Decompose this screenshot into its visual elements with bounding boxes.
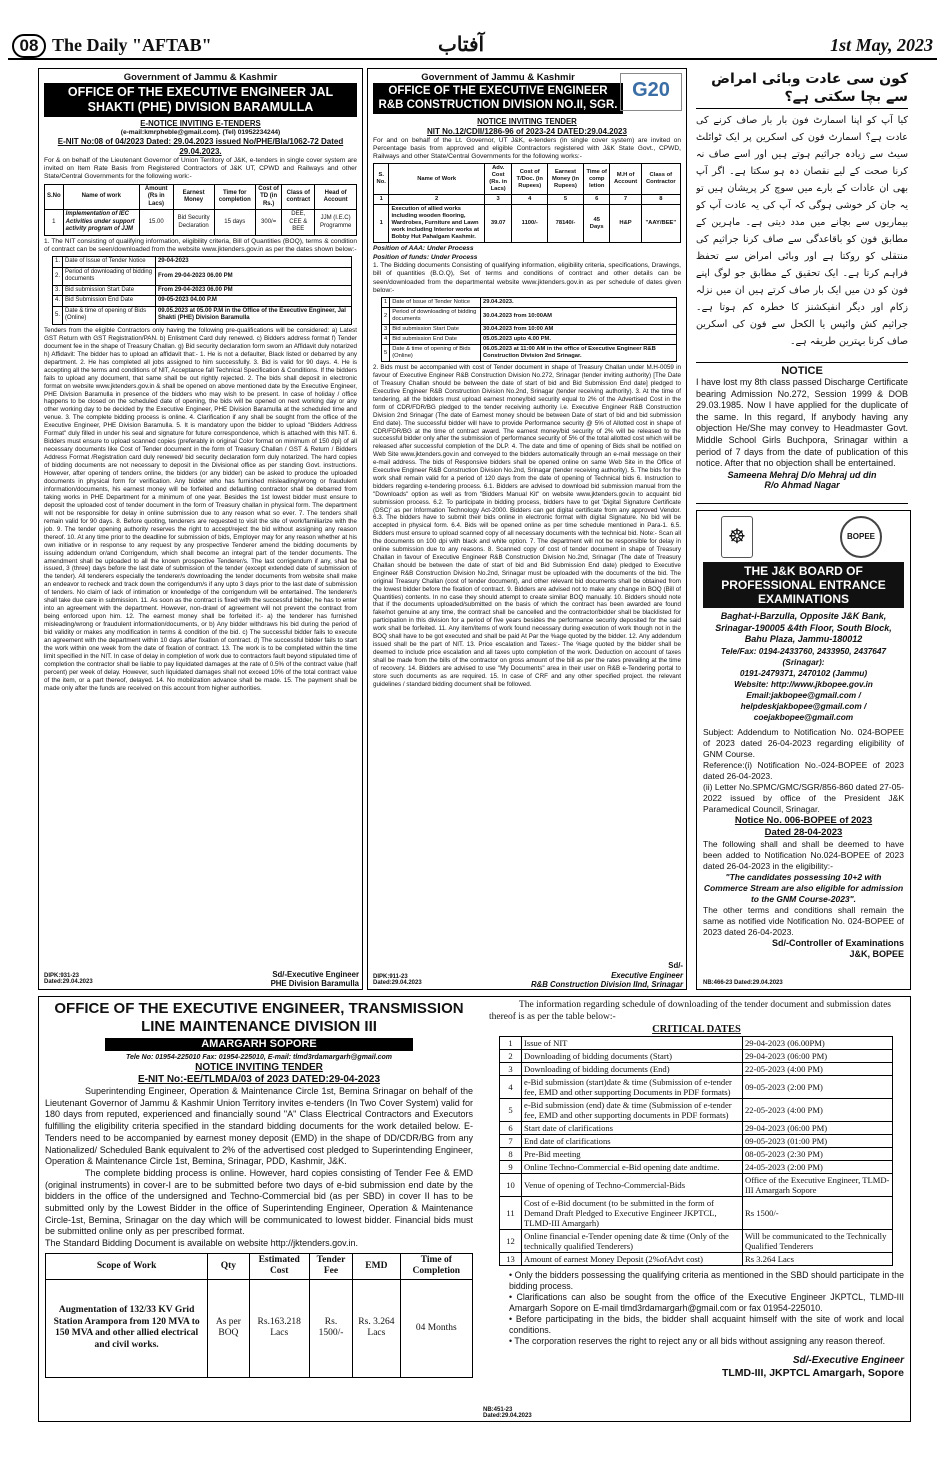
g20-logo: G20 xyxy=(620,73,682,111)
tlmd-date-cell: 24-05-2023 (2:00 PM) xyxy=(743,1161,893,1174)
tlmd-date-cell: Online financial e-Tender opening date & time (Only of the technically qualified Tenderers) xyxy=(522,1230,743,1253)
rb-date-row xyxy=(382,345,677,362)
tlmd-tender-notice xyxy=(38,996,911,1422)
rb-tender-notice xyxy=(367,68,687,990)
tlmd-para1: Superintending Engineer, Operation & Maintenance Circle 1st, Bemina Srinagar on behalf of the Lieutenant Governor of Jammu & Kashmir Union Territory invites e-tenders (In Two Cover System) valid for 180 days from reputed, experienced and financially sound "A" Class Electrical Contractors and Executors fulfilling the eligibility criteria specified in the standard bidding documents for the work detailed below. E-Tenders need to be accompanied by earnest money deposit (EMD) in the shape of DD/CDR/BG from any Nationalized/ Scheduled Bank equivalent to 2% of the advertised cost pledged to Superintending Engineer, Operation & Maintenance Circle 1st, Bemina, Srinagar, PDD, Kashmir, J&K. xyxy=(45,1086,473,1167)
tlmd-date-cell: 29-04-2023 (06:00 PM) xyxy=(743,1122,893,1135)
rb-date-cell: 4 xyxy=(382,335,390,345)
tlmd-date-row xyxy=(500,1148,893,1161)
phe-table-header: Earnest Money xyxy=(173,184,214,210)
lost-body: I have lost my 8th class passed Discharge Certificate bearing Admission No.272, Session 1999 & DOB 29.03.1985. Now I have applied for the duplicate of the same. In this regard, If anybody having any objection He/She may convey to Headmaster Govt. Middle School Girls Buchpora, Srinagar within a period of 7 days from the date of publication of this notice. After that no objection shall be entertained. xyxy=(696,377,908,469)
tlmd-sig2: TLMD-III, JKPTCL Amargarh, Sopore xyxy=(721,1367,904,1379)
bopee-notice xyxy=(696,510,911,990)
bopee-body: The following shall and shall be deemed to have been added to Notification No.024-BOPEE of 2023 dated 26-04-2023 in the eligibility:- xyxy=(703,838,904,871)
rb-date-cell: 30.04.2023 from 10:00 AM xyxy=(481,325,677,335)
phe-date-cell: 4. xyxy=(53,296,63,307)
bopee-website: Website: http://www.jkbopee.gov.in xyxy=(734,678,873,689)
rb-table-header: M.H of Account xyxy=(610,164,641,195)
phe-date-row xyxy=(53,306,352,324)
tlmd-dates-table xyxy=(499,1036,893,1266)
rb-sig1: Sd/- xyxy=(668,961,683,971)
tlmd-sig1: Sd/-Executive Engineer xyxy=(792,1355,904,1366)
tlmd-bullet-item: • Only the bidders possessing the qualifying criteria as mentioned in the SBD should participate in the bidding process. xyxy=(509,1270,904,1291)
phe-title: OFFICE OF THE EXECUTIVE ENGINEER JAL SHAKTI (PHE) DIVISION BARAMULLA xyxy=(44,83,357,117)
rb-date-cell: Bid submission Start Date xyxy=(390,325,481,335)
tlmd-date-cell: Venue of opening of Techno-Commercial-Bids xyxy=(522,1174,743,1197)
lost-title: NOTICE xyxy=(781,365,823,377)
tlmd-date-cell: Downloading of bidding documents (Start) xyxy=(522,1050,743,1063)
rb-table-num: 8 xyxy=(641,195,680,205)
tlmd-title: OFFICE OF THE EXECUTIVE ENGINEER, TRANSMISSION LINE MAINTENANCE DIVISION III xyxy=(54,1000,464,1035)
rb-table-header: Cost of T/Doc. (in Rupees) xyxy=(512,164,548,195)
rb-date-cell: 29.04.2023. xyxy=(481,298,677,308)
tlmd-dated: Dated:29.04.2023 xyxy=(483,1413,532,1419)
tlmd-date-cell: 11 xyxy=(500,1197,522,1230)
tlmd-date-cell: Online Techno-Commercial e-Bid opening date andtime. xyxy=(522,1161,743,1174)
rb-date-cell: 30.04.2023 from 10:00AM xyxy=(481,308,677,325)
phe-dipk: DIPK:931-23 xyxy=(44,973,80,979)
tlmd-date-row xyxy=(500,1197,893,1230)
rb-funds: Position of funds: Under Process xyxy=(373,253,478,261)
tlmd-date-cell: 08-05-2023 (2:30 PM) xyxy=(743,1148,893,1161)
phe-table-header: Head of Account xyxy=(315,184,357,210)
tlmd-date-cell: 1 xyxy=(500,1037,522,1050)
rb-dates-table xyxy=(381,297,677,362)
tlmd-table-header: Tender Fee xyxy=(309,1253,352,1279)
rb-dated: Dated:29.04.2023 xyxy=(373,980,422,986)
phe-table-header: Amount (Rs in Lacs) xyxy=(139,184,173,210)
rb-table-num: 2 xyxy=(389,195,484,205)
rb-table-num: 5 xyxy=(548,195,584,205)
tlmd-date-cell: 12 xyxy=(500,1230,522,1253)
tlmd-table-cell: Rs. 1500/- xyxy=(309,1279,352,1377)
phe-table-header: S.No xyxy=(45,184,64,210)
urdu-article xyxy=(696,70,908,360)
newspaper-logo: آفتاب xyxy=(438,32,485,56)
bopee-sig2: J&K, BOPEE xyxy=(849,948,904,959)
phe-table-cell: 1 xyxy=(45,210,64,236)
phe-date-row xyxy=(53,285,352,296)
rb-sig2: Executive Engineer xyxy=(611,970,683,980)
bopee-ref2: (ii) Letter No.SPMC/GMC/SGR/856-860 dated 27-05-2022 issued by office of the President J&K Paramedical Council, Srinagar. xyxy=(703,781,904,814)
rb-sig3: R&B Construction Division IInd, Srinagar xyxy=(530,980,683,990)
rb-table-cell: Execution of allied works including wooden flooring, Wardrobes, Furniture and Lawn work including Interior works at Bobby Hut Pahalgam Kashmir. xyxy=(389,205,484,243)
tlmd-table-cell: 04 Months xyxy=(400,1279,472,1377)
tlmd-date-cell: 09-05-2023 (2:00 PM) xyxy=(743,1076,893,1099)
bopee-email1: Email:jakbopee@gmail.com / xyxy=(746,689,861,700)
phe-sub: E-NOTICE INVITING E-TENDERS xyxy=(140,119,261,128)
tlmd-work-table xyxy=(45,1253,473,1378)
bopee-tel2: 0191-2479371, 2470102 (Jammu) xyxy=(739,667,868,678)
rb-table-cell: 39.07 xyxy=(484,205,512,243)
rb-table-header: Class of Contractor xyxy=(641,164,680,195)
rb-date-cell: 05.05.2023 upto 4.00 PM. xyxy=(481,335,677,345)
rb-date-row xyxy=(382,335,677,345)
phe-table-cell: Bid Security Declaration xyxy=(173,210,214,236)
newspaper-name: The Daily "AFTAB" xyxy=(52,35,212,55)
phe-table-cell: 15 days xyxy=(214,210,255,236)
issue-date: 1st May, 2023 xyxy=(830,35,933,55)
rb-table-cell: H&P xyxy=(610,205,641,243)
tlmd-date-cell: 5 xyxy=(500,1099,522,1122)
bopee-notice-date: Dated 28-04-2023 xyxy=(764,826,843,838)
tlmd-table-cell: As per BOQ xyxy=(208,1279,249,1377)
tlmd-date-cell: 8 xyxy=(500,1148,522,1161)
rb-title: OFFICE OF THE EXECUTIVE ENGINEER R&B CONSTRUCTION DIVISION NO.II, SGR. xyxy=(373,83,623,114)
tlmd-date-cell: Amount of earnest Money Deposit (2%ofAdvt cost) xyxy=(522,1253,743,1266)
page-header xyxy=(8,32,937,60)
phe-date-cell: From 29-04-2023 06.00 PM xyxy=(155,285,352,296)
tlmd-table-cell: Rs.163.218 Lacs xyxy=(249,1279,309,1377)
rb-table-cell: 1 xyxy=(374,205,389,243)
tlmd-date-row xyxy=(500,1063,893,1076)
bopee-email3: coejakbopee@gmail.com xyxy=(753,711,854,722)
tlmd-date-row xyxy=(500,1050,893,1063)
rb-para1: 1. The Bidding documents Consisting of qualifying information, eligibility criteria, specifications, Drawings, bill of quantities (B.O.Q), Set of terms and conditions of contract and other details can be seen/downloaded from the departmental website www.jktenders.gov.in as per schedule of dates given below:- xyxy=(373,262,681,294)
phe-table-header: Cost of TD (in Rs.) xyxy=(255,184,281,210)
tlmd-date-cell: 22-05-2023 (4:00 PM) xyxy=(743,1063,893,1076)
tlmd-date-cell: 13 xyxy=(500,1253,522,1266)
tlmd-date-cell: Issue of NIT xyxy=(522,1037,743,1050)
tlmd-date-cell: End date of clarifications xyxy=(522,1135,743,1148)
rb-table-cell: "AAY/BEE" xyxy=(641,205,680,243)
rb-intro: For and on behalf of the Lt. Governor, UT J&K, e-tenders (in single cover system) are invited on Percentage basis from approved and eligible Contractors registered with J&K State Govt., CPWD, Railways and other State/Central Governments for the following works:- xyxy=(373,136,681,161)
bopee-quote: "The candidates possessing 10+2 with Commerce Stream are also eligible for admission to the GNM Course-2023". xyxy=(703,871,904,904)
rb-gov: Government of Jammu & Kashmir xyxy=(421,72,575,83)
tlmd-date-row xyxy=(500,1174,893,1197)
rb-date-cell: Date of Issue of Tender Notice xyxy=(390,298,481,308)
tlmd-date-cell: 22-05-2023 (4:00 PM) xyxy=(743,1099,893,1122)
phe-dated: Dated:29.04.2023 xyxy=(44,979,93,985)
phe-intro: For & on behalf of the Lieutenant Governor of Union Territory of J&K, e-tenders in single cover system are invited on Item Rate Basis from Registered Contractors of J&K UT, CPWD and Railways and other State/Central Governments for the following work:- xyxy=(44,156,357,181)
phe-tender-notice xyxy=(38,68,363,990)
rb-table-cell: 45 Days xyxy=(583,205,610,243)
tlmd-date-cell: 29-04-2023 (06:00 PM) xyxy=(743,1050,893,1063)
rb-date-cell: 2 xyxy=(382,308,390,325)
rb-table-cell: 1100/- xyxy=(512,205,548,243)
rb-table-header: Adv. Cost (Rs. in Lacs) xyxy=(484,164,512,195)
phe-date-cell: Bid Submission End Date xyxy=(63,296,156,307)
tlmd-nb: NB:451-23 xyxy=(483,1407,513,1413)
tlmd-date-cell: Cost of e-Bid document (to be submitted in the form of Demand Draft Pledged to Executive Engineer JKPTCL, TLMD-III Amargarh) xyxy=(522,1197,743,1230)
phe-date-cell: 1. xyxy=(53,257,63,268)
tlmd-table-cell: Rs. 3.264 Lacs xyxy=(353,1279,400,1377)
phe-dates-table xyxy=(52,256,352,325)
tlmd-place: AMARGARH SOPORE xyxy=(105,1038,413,1051)
phe-date-row xyxy=(53,257,352,268)
phe-date-cell: Date of Issue of Tender Notice xyxy=(63,257,156,268)
bopee-tel: Tele/Fax: 0194-2433760, 2433950, 2437647 (Srinagar): xyxy=(720,645,887,667)
phe-date-cell: From 29-04-2023 06.00 PM xyxy=(155,267,352,285)
tlmd-bullet-item: • The corporation reserves the right to reject any or all bids without assigning any reason thereof. xyxy=(509,1336,886,1346)
tlmd-date-row xyxy=(500,1122,893,1135)
rb-date-cell: 1 xyxy=(382,298,390,308)
tlmd-date-cell: e-Bid submission (start)date & time (Submission of e-tender fee, EMD and other supporting Documents in PDF formats) xyxy=(522,1076,743,1099)
phe-date-cell: 09-05-2023 04.00 P.M xyxy=(155,296,352,307)
rb-date-row xyxy=(382,298,677,308)
phe-table-header: Class of contract xyxy=(282,184,315,210)
phe-date-cell: 2. xyxy=(53,267,63,285)
tlmd-sub: NOTICE INVITING TENDER xyxy=(195,1062,323,1073)
rb-table-num: 1 xyxy=(374,195,389,205)
tlmd-date-cell: 29-04-2023 (06.00PM) xyxy=(743,1037,893,1050)
phe-date-cell: 3. xyxy=(53,285,63,296)
phe-email: (e-mail:kmrpheble@gmail.com). (Tel) 01952234244) xyxy=(120,128,281,136)
tlmd-table-cell: Augmentation of 132/33 KV Grid Station Arampora from 120 MVA to 150 MVA and other allied electrical and civil works. xyxy=(46,1279,208,1377)
lost-certificate-notice xyxy=(696,362,908,504)
phe-date-cell: 09.05.2023 at 05.00 P.M in the Office of the Executive Engineer, Jal Shakti (PHE) Division Baramulla xyxy=(155,306,352,324)
bopee-logo-icon: BOPEE xyxy=(840,516,882,558)
bopee-sig1: Sd/-Controller of Examinations xyxy=(771,937,904,948)
rb-date-row xyxy=(382,325,677,335)
rb-date-cell: Bid submission End Date xyxy=(390,335,481,345)
phe-gov: Government of Jammu & Kashmir xyxy=(123,72,278,83)
tlmd-date-row xyxy=(500,1037,893,1050)
phe-date-cell: 29-04-2023 xyxy=(155,257,352,268)
rb-table-cell: 78140/- xyxy=(548,205,584,243)
rb-table-num: 6 xyxy=(583,195,610,205)
phe-date-cell: Bid submission Start Date xyxy=(63,285,156,296)
tlmd-date-cell: 3 xyxy=(500,1063,522,1076)
page-number: 08 xyxy=(12,34,46,58)
tlmd-date-row xyxy=(500,1135,893,1148)
bopee-body2: The other terms and conditions shall remain the same as notified vide Notification No. 024-BOPEE of 2023 dated 26-04-2023. xyxy=(703,904,904,937)
phe-date-cell: Period of downloading of bidding documents xyxy=(63,267,156,285)
tlmd-date-row xyxy=(500,1076,893,1099)
tlmd-date-cell: Downloading of bidding documents (End) xyxy=(522,1063,743,1076)
rb-table-num: 7 xyxy=(610,195,641,205)
tlmd-table-header: Qty xyxy=(208,1253,249,1279)
phe-table-cell: 15.00 xyxy=(139,210,173,236)
tlmd-intro2: The information regarding schedule of downloading of the tender document and submission dates thereof is as per the table below:- xyxy=(489,1000,891,1022)
tlmd-bullets xyxy=(509,1270,904,1347)
tlmd-tele: Tele No: 01954-225010 Fax: 01954-225010, E-mail: tlmd3rdamargarh@gmail.com xyxy=(125,1054,393,1061)
phe-work-table xyxy=(44,184,357,236)
tlmd-table-header: Scope of Work xyxy=(46,1253,208,1279)
rb-date-cell: Date & time of opening of Bids (Online) xyxy=(390,345,481,362)
tlmd-para2: The complete bidding process is online. However, hard copies consisting of Tender Fee & EMD (original instruments) in cover-I are to be submitted before two days of e-bid submission end date by the bidders in the office of the undersigned and Techno-Commercial bid (as per SBD) in cover II has to be submitted only by the Lowest Bidder in the office of Superintending Engineer, Operation & Maintenance Circle-1st, Bemina, Srinagar on the day which will be communicated to lowest bidder. Financial bids must be submitted online only as per prescribed format. xyxy=(45,1167,473,1237)
tlmd-date-cell: 7 xyxy=(500,1135,522,1148)
phe-table-cell: JJM (I.E.C) Programme xyxy=(315,210,357,236)
rb-nit: NIT No.12/CDII/1286-96 of 2023-24 DATED:29.04.2023 xyxy=(427,126,627,136)
rb-table-header: Time of comp letion xyxy=(583,164,610,195)
rb-table-header: Earnest Money (in Rupees) xyxy=(548,164,584,195)
tlmd-nit: E-NIT No:-EE/TLMDA/03 of 2023 DATED:29-04-2023 xyxy=(137,1074,381,1085)
phe-sig1: Sd/-Executive Engineer xyxy=(272,969,359,979)
tlmd-critical: CRITICAL DATES xyxy=(652,1024,741,1035)
tlmd-date-cell: 09-05-2023 (01:00 PM) xyxy=(743,1135,893,1148)
tlmd-date-cell: 9 xyxy=(500,1161,522,1174)
phe-table-cell: Implementation of IEC Activities under support activity program of JJM xyxy=(63,210,139,236)
bopee-notice-no: Notice No. 006-BOPEE of 2023 xyxy=(734,814,873,826)
phe-date-row xyxy=(53,296,352,307)
emblem-icon: ☸ xyxy=(721,516,753,558)
lost-address: R/o Ahmad Nagar xyxy=(764,479,840,490)
rb-date-cell: Period of downloading of bidding documents xyxy=(390,308,481,325)
tlmd-para3: The Standard Bidding Document is available on website http://jktenders.gov.in. xyxy=(45,1238,359,1249)
rb-table-header: S. No. xyxy=(374,164,389,195)
rb-dipk: DIPK:911-23 xyxy=(373,974,408,980)
phe-table-cell: DEE, CEE & BEE xyxy=(282,210,315,236)
rb-date-cell: 3 xyxy=(382,325,390,335)
tlmd-table-header: Estimated Cost xyxy=(249,1253,309,1279)
tlmd-date-cell: 10 xyxy=(500,1174,522,1197)
tlmd-date-cell: 2 xyxy=(500,1050,522,1063)
tlmd-date-cell: Pre-Bid meeting xyxy=(522,1148,743,1161)
phe-table-header: Name of work xyxy=(63,184,139,210)
tlmd-date-cell: Rs 3.264 Lacs xyxy=(743,1253,893,1266)
bopee-nb: NB:466-23 Dated:29.04.2023 xyxy=(703,980,783,986)
tlmd-date-cell: Will be communicated to the Technically Qualified Tenderers xyxy=(743,1230,893,1253)
phe-date-row xyxy=(53,267,352,285)
urdu-body: کیا آپ کو اپنا اسمارٹ فون بار بار صاف کرنے کی عادت ہے؟ اسمارٹ فون کی اسکرین پر ایک ٹوائلٹ سیٹ سے زیادہ جراثیم ہوتے ہیں اور اسے صاف نہ کرنا صحت کے لیے نقصان دہ ہو سکتا ہے۔ اگر آپ بھی ان عادات کے بارے میں سوچ کر پریشان ہیں تو یہ جان کر خوشی ہوگی کہ آپ کی یہ عادت آپ کو بیماریوں سے بچانے میں مدد دیتی ہے۔ ماہرین کے مطابق فون کو باقاعدگی سے صاف کرنا جراثیم کی منتقلی کو روکتا ہے اور وبائی امراض سے تحفظ فراہم کرتا ہے۔ ایک تحقیق کے مطابق جو لوگ اپنے فون کو دن میں ایک بار صاف کرتے ہیں ان میں نزلہ زکام اور دیگر انفیکشنز کا خطرہ کم ہوتا ہے۔ جراثیم کش وائپس یا الکحل سے فون کی اسکرین صاف کرنا بہترین طریقہ ہے۔ xyxy=(696,115,908,347)
bopee-email2: helpdeskjakbopee@gmail.com / xyxy=(740,700,867,711)
phe-table-cell: 300/= xyxy=(255,210,281,236)
tlmd-date-cell: 4 xyxy=(500,1076,522,1099)
tlmd-date-row xyxy=(500,1161,893,1174)
bopee-title: THE J&K BOARD OF PROFESSIONAL ENTRANCE EXAMINATIONS xyxy=(703,562,904,608)
rb-table-num: 3 xyxy=(484,195,512,205)
tlmd-bullet-item: • Before participating in the bids, the bidder shall acquaint himself with the site of work and local conditions. xyxy=(509,1314,904,1335)
tlmd-date-row xyxy=(500,1253,893,1266)
phe-date-cell: Date & time of opening of Bids (Online) xyxy=(63,306,156,324)
tlmd-date-cell: 6 xyxy=(500,1122,522,1135)
tlmd-date-cell: Office of the Executive Engineer, TLMD-III Amargarh Sopore xyxy=(743,1174,893,1197)
tlmd-date-cell: Rs 1500/- xyxy=(743,1197,893,1230)
rb-date-row xyxy=(382,308,677,325)
tlmd-table-header: EMD xyxy=(353,1253,400,1279)
phe-para1: 1. The NIT consisting of qualifying information, eligibility criteria, Bill of Quantities (BOQ), terms & condition of contract can be seen/downloaded from the website www.jktenders.gov.in as per the dates shown below:- xyxy=(44,237,357,254)
bopee-ref1: Reference:(i) Notification No.-024-BOPEE of 2023 dated 26-04-2023. xyxy=(703,759,904,781)
tlmd-date-row xyxy=(500,1230,893,1253)
phe-body: Tenders from the eligible Contractors only having the following pre-qualifications will be considered: a) Latest GST Return with GST Registration/PAN. b) Enlistment Card duly renewed. c) Bidders address format f) Tender document fee in the shape of Treasury Challan. g) Bid security declaration form sworn an Affidavit duly notarized h) Affidavit: The bidder has to upload an affidavit that:- 1. He is not a defaulter, Black listed or debarred by any department. 2. He has completed all jobs assigned to him successfully. 3. Bid is valid for 90 days. 4. He is accepting all the terms and conditions of NIT, Acceptance fall Technical Specification & Conditions. If the bidders fails to upload any document, that same shall be out rightly rejected. 2. The bids shall deposit in electronic format on website www.jktenders.gov.in & shall be opened on above mentioned date by the Executive Engineer, PHE Division Baramulla in presence of the bidders who may wish to be present. In case of holiday / office happens to be closed on the scheduled date of opening, the bids will be opened on next working day or any other working day to be decided by the Executive Engineer, PHE Division Baramulla at the scheduled time and venue. 3. The complete bidding process is online. 4. Clarification if any shall be sought from the office of the Executive Engineer, PHE Division Baramulla. 5. It is mandatory upon the bidder to upload "Bidders Address Format" duly filled in under his seal and signature for future correspondence, which is attached with this NIT. 6. Bidders must ensure to upload scanned copies (preferably in original Color format on minimum of 150 dpi) of all necessary documents like Cost of Tender document in the form of Treasury Challan / GST & Return / Bidders Address Format /Registration card duly renewed/ bid security declaration form duly notarized. The hard copies of bidding documents are not necessary to deposit in the Divisional office as per standing Govt. instructions. However, after opening of tenders online, the bidders (or any bidder) can be asked to produce the uploaded documents in physical form for verification. Any bidder who has furnished misleading/wrong or fraudulent information/documents, his earnest money will be forfeited and defaulting contractor shall be debarred from taking works in PHE Department for a minimum of one year. Besides the 1st lowest bidder must ensure to deposit the uploaded cost of tender document in the form of Treasury challan in physical form. The department will not be responsible for delay in online submission due to any reason what so ever. 7. The tenders shall remain valid for 90 days. 8. Before quoting, tenderers are requested to visit the site of work/familiarize with the job. 9. The tender opening authority reserves the right to accept/reject the bid without assigning any reason thereof. 10. At any time prior to the deadline for submission of bids, Employer may for any reason whether at his own initiative or in response to any request by any prospective Tenderer amend the bidding documents by issuing addendum or/and Corrigendum, which shall become an integral part of the tender documents. The amendment shall be uploaded to all the known prospective Tenderer/s. The last corrigendum if any, shall be issued, 3 (three) days before the last date of submission of the tender (except extended date of submission of the tender). All tenderers especially the tenderer/s downloading the tender documents from website shall make an endeavor to recheck and track down the corrigendum/s if any upto 3 days prior to the last date of submission of tenders. No claim of lack of intimation or knowledge of the corrigendum will be entertained. The tenderer/s shall take due care in submission. 11. As soon as the contract is fixed with the successful bidder, he has to enter into an agreement with the department. However, non-drawl of agreement will not prevent the contract from being enforced upon him. 12. The earnest money shall be forfeited if:- a) the tenderer has furnished misleading/wrong or fraudulent information/documents, or b) Any bidder withdraws his bid during the period of bid validity or makes any modification in terms & condition of the bid. c) The successful bidder fails to execute an agreement with the department within 10 days after fixation of contract. d) The successful bidder fails to start the work within one week from the date of fixation of contract. 13. The work is to be completed within the time limit specified in the NIT. In case of delay in completion of work due to contractors fault beyond stipulated time of completion the contractor shall be liable to pay liquidated damages at the rate of 0.5% of the contract value (half percent) per week of delay. However, such liquidated damages shall not exceed 10% of the total contract value of the item, or a part thereof, delayed. 14. No mobilization advance shall be made. 15. The payment shall be made only after the funds are received on this account from higher authorities. xyxy=(44,326,357,692)
rb-sub: NOTICE INVITING TENDER xyxy=(477,117,577,126)
phe-date-cell: 5. xyxy=(53,306,63,324)
tlmd-table-header: Time of Completion xyxy=(400,1253,472,1279)
tlmd-date-row xyxy=(500,1099,893,1122)
rb-date-cell: 5 xyxy=(382,345,390,362)
bopee-address: Baghat-i-Barzulla, Opposite J&K Bank, Srinagar-190005 &4th Floor, South Block, Bahu Plaza, Jammu-180012 xyxy=(715,611,892,644)
rb-table-header: Name of Work xyxy=(389,164,484,195)
rb-table-num: 4 xyxy=(512,195,548,205)
tlmd-date-cell: e-Bid submission (end) date & time (Submission of e-tender fee, EMD and other supporting documents in PDF formats) xyxy=(522,1099,743,1122)
tlmd-bullet-item: • Clarifications can also be sought from the office of the Executive Engineer JKPTCL, TLMD-III Amargarh Sopore on E-mail tlmd3rdamargarh@gmail.com or fax 01954-225010. xyxy=(509,1292,904,1313)
lost-name: Sameena Mehraj D/o Mehraj ud din xyxy=(727,469,877,480)
phe-nit: E-NIT No:08 of 04/2023 Dated: 29.04.2023 issued No/PHE/Bla/1062-72 Dated 29.04.2023. xyxy=(57,136,344,156)
phe-sig2: PHE Division Baramulla xyxy=(270,979,359,989)
bopee-subject: Subject: Addendum to Notification No. 024-BOPEE of 2023 dated 26-04-2023 regarding eligibility of GNM Course. xyxy=(703,726,904,759)
tlmd-date-cell: Start date of clarifications xyxy=(522,1122,743,1135)
rb-date-cell: 06.05.2023 at 11:00 AM in the office of Executive Engineer R&B Construction Division 2nd Srinagar. xyxy=(481,345,677,362)
urdu-title: کون سی عادت وبائی امراض سے بچا سکتی ہے؟ xyxy=(696,70,908,109)
rb-aaa: Position of AAA: Under Process xyxy=(373,245,474,253)
rb-work-table xyxy=(373,163,681,243)
rb-body: 2. Bids must be accompanied with cost of Tender document in shape of Treasury Challan under M.H-0059 in favour of Executive Engineer R&B Construction Division No.272, Srinagar (tender inviting authority) [The Date of Treasury Challan should be between the date of start of bid and Bid Submission End date] pledged to Executive Engineer R&B Construction Division No.2nd, Srinagar (tender receiving authority). 3. At the time of tendering, all the bidders must upload earnest money/bid security equal to 2% of the Advertised Cost in the form of CDR/FDR/BG pledged to the tender receiving authority i.e. Executive Engineer R&B Construction Division 2nd Srinagar (The date of Earnest money should be between Date of start of bid and bid submission End date). The successful bidder will have to provide Performance security @ 5% of Allotted cost in shape of CDR/FDR/BG at the time of contract award. The earnest money/bid security of 2% will be released to the successful bidder only after the submission of performance security of 5% of the total allotted cost which will be released after successful completion of the DLP. 4. The date and time of opening of Bids shall be notified on Web Site www.jktenders.gov.in and conveyed to the bidders automatically through an e-mail message on their e-mail address. The bids of Responsive bidders shall be opened online on same Web Site in the Office of Executive Engineer R&B Construction Division No.2nd, Srinagar (tender receiving authority). 5. The bids for the work shall remain valid for a period of 120 days from the date of opening of Technical bids 6. Instruction to bidders regarding e-tendering process. 6.1. Bidders are advised to download bid submission manual from the "Downloads" option as well as from "Bidders Manual Kit" on website www.jktenders.gov.in to acquaint bid submission process. 6.2. To participate in bidding process, bidders have to get 'Digital Signature Certificate (DSC)' as per Information Technology Act-2000. Bidders can get digital certificate from any approved Vendor. 6.3. The bidders have to submit their bids online in electronic format with digital Signature. No bid will be accepted in physical form. 6.4. Bids will be opened online as per time schedule mentioned in Para-1. 6.5. Bidders must ensure to upload scanned copy of all necessary documents with the technical bid. Note:- Scan all the documents on 100 dpi with black and white option. 7. The department will not be responsible for delay in online submission due to any reasons. 8. Scanned copy of cost of tender document in shape of Treasury Challan in favour of Executive Engineer R&B Construction Division No.2nd, Srinagar (The date of Treasury Challan should be between the date of start of bid and Bid Submission End date) pledged to Executive Engineer R&B Construction Division No.2nd, Srinagar must be uploaded with the documents of the bid. The original Treasury Challan (cost of tender document), and other relevant bid documents shall be obtained from the lowest bidder before the fixation of contract. 9. Bidders are advised not to make any change in BOQ (Bill of Quantities) contents. In no case they should attempt to create similar BOQ manually. 10. Bidders should note that if the documents uploaded/submitted on the basis of which the contract has been awarded are found fake/not genuine at any time, the contract shall be cancelled and the contractor/bidder shall be blacklisted for participation in this division for a period of five years besides the performance security deposited for the said work shall be forfeited. 11. Any item/items of work found necessary during execution of work though not in the BOQ shall have to be got executed and shall be paid At Par the %age quoted by the bidder. 12. Any addendum issued shall be the part of NIT. 13. Price escalation and Taxes:- The %age quoted by the bidder shall be deemed to include price escalation and all taxes upto completion of the work. Deduction on account of taxes shall be made from the bills of the contractor on gross amount of the bill as per the rates prevailing at the time of recovery. 14. Bidders are advised to use "My Documents" area in their user on R&B e-Tendering portal to store such documents as are required. 15. In case of CRF and any other specified project. the relevant guidelines / standard bidding document shall be followed. xyxy=(373,364,681,688)
phe-table-header: Time for completion xyxy=(214,184,255,210)
